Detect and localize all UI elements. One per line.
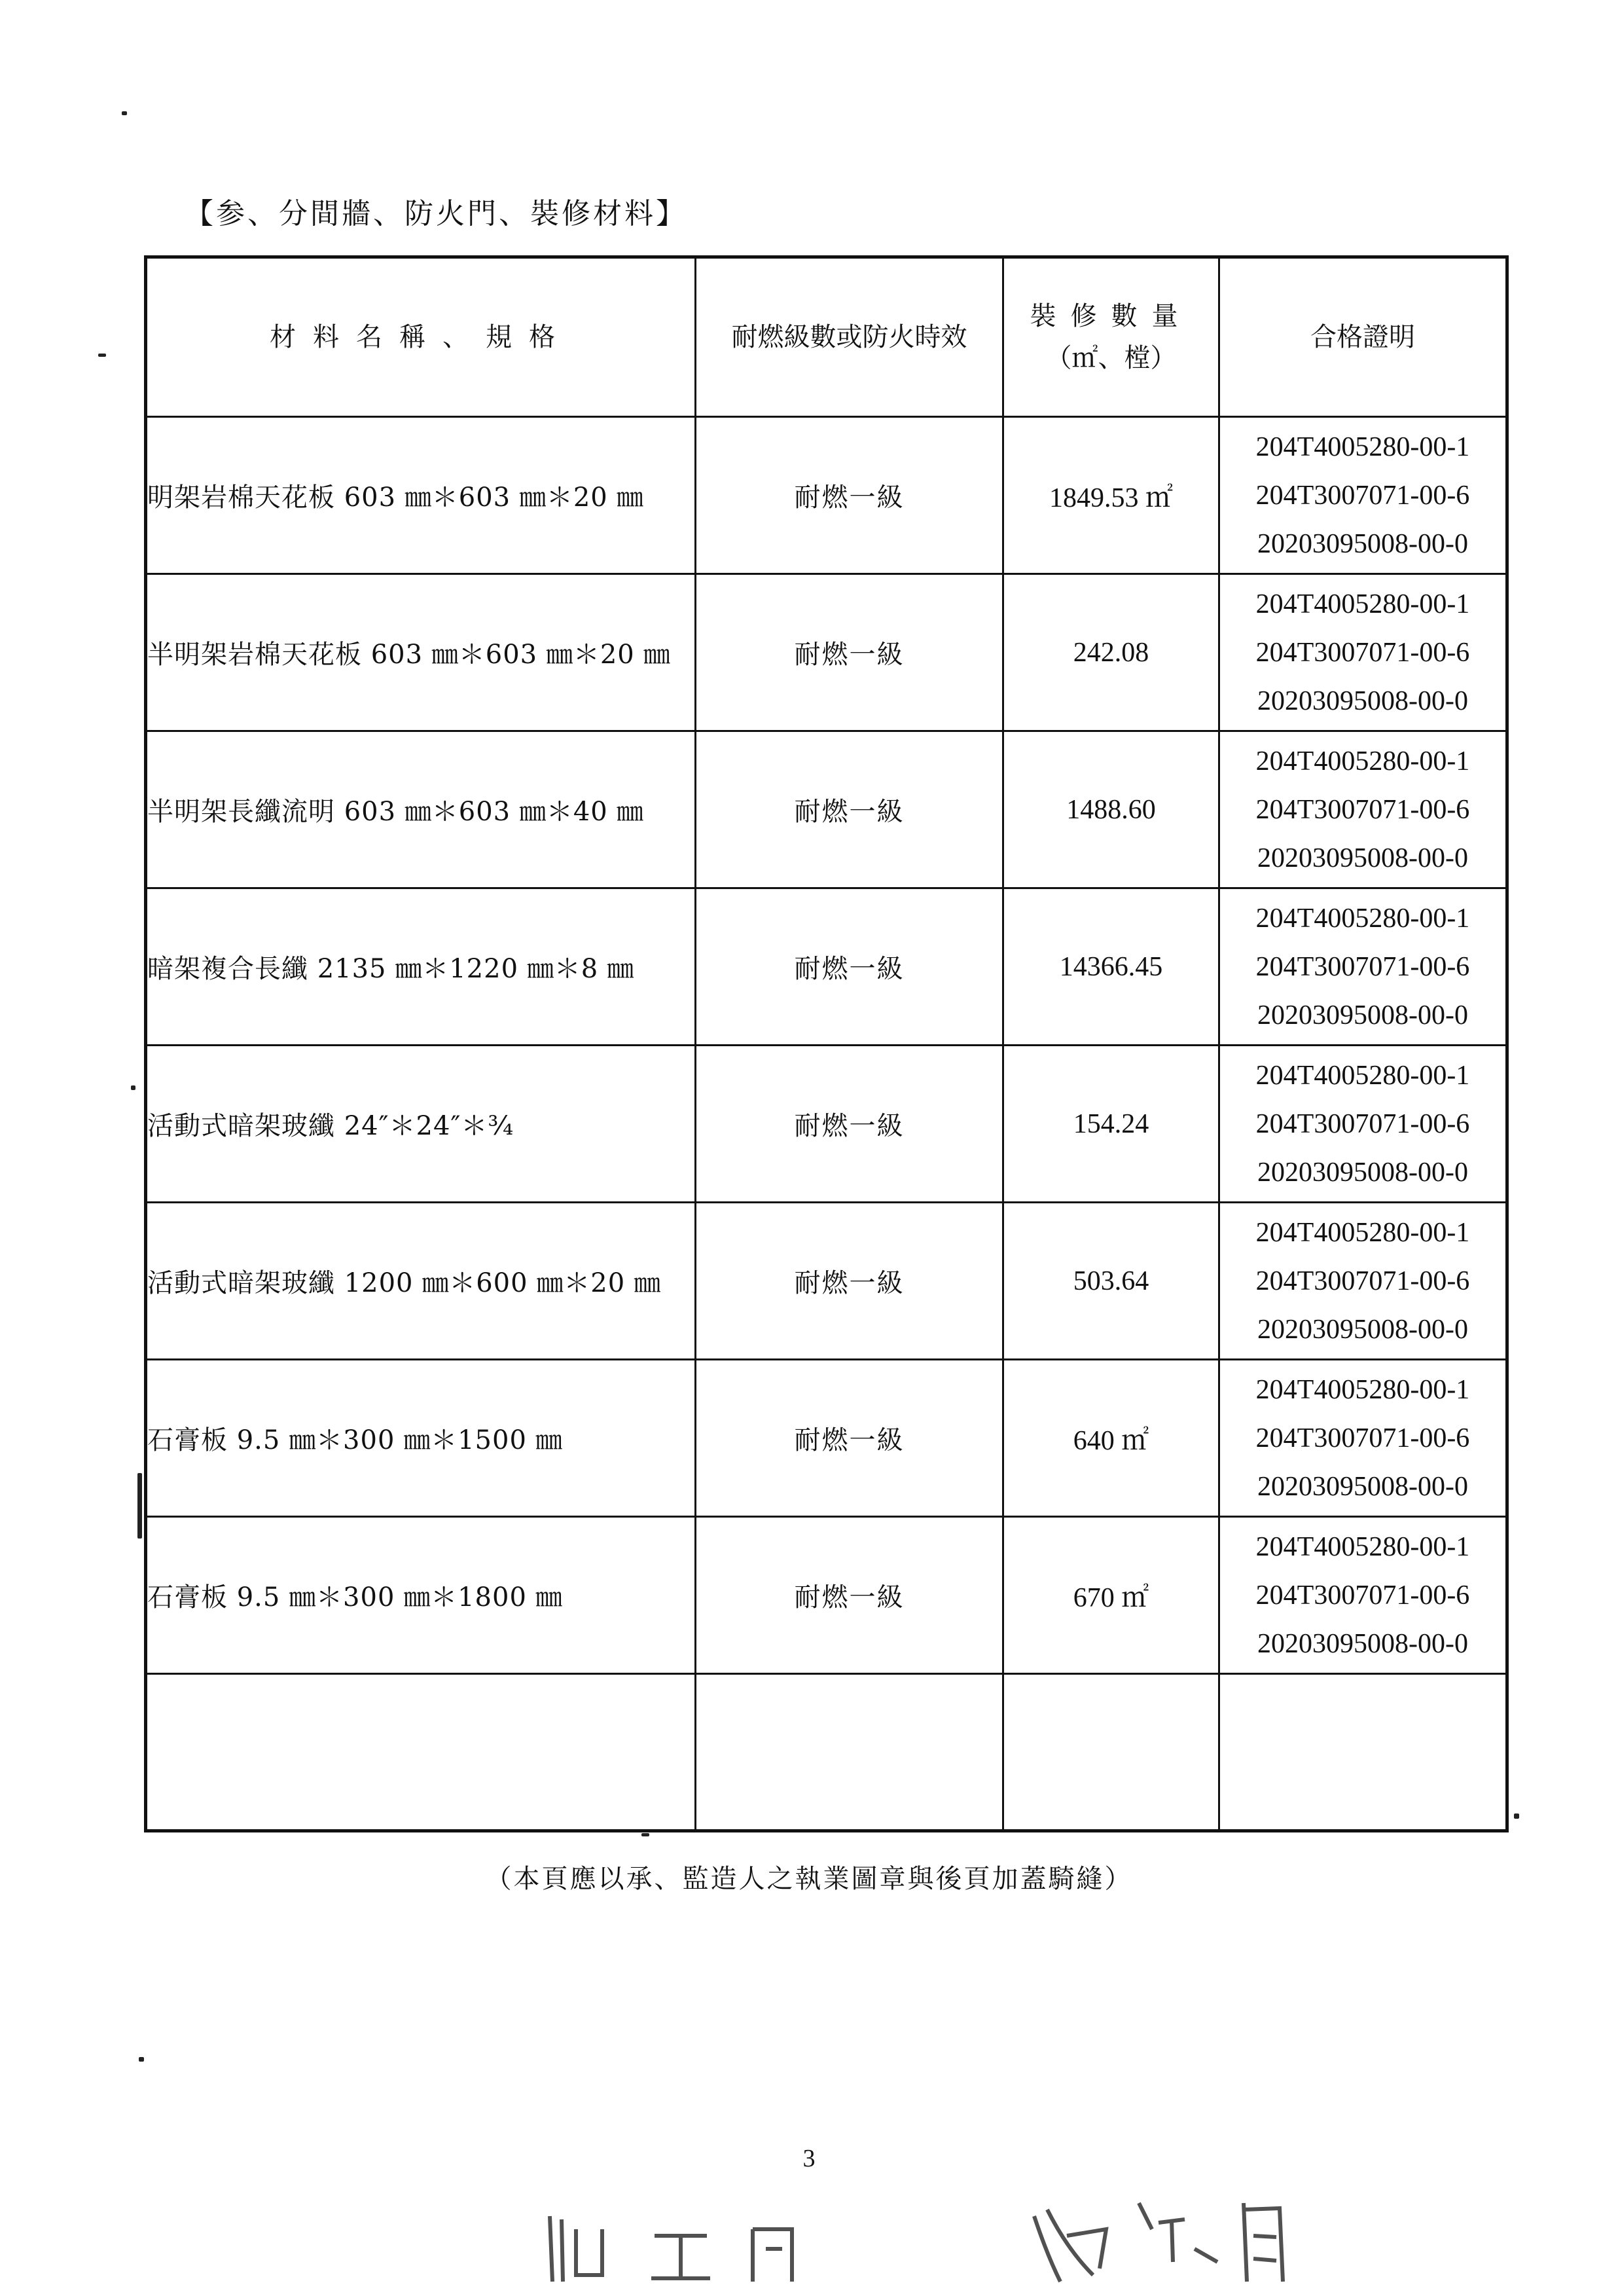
certificate-number: 204T3007071-00-6 <box>1255 637 1470 668</box>
certificate-number: 20203095008-00-0 <box>1257 1314 1468 1345</box>
header-quantity-label: 裝修數量 <box>1030 301 1193 331</box>
certificate-cell <box>1219 574 1507 731</box>
certificate-cell <box>1219 417 1507 574</box>
certificate-cell <box>1219 1517 1507 1674</box>
certificate-number: 204T3007071-00-6 <box>1255 951 1470 982</box>
material-name-cell: 活動式暗架玻纖 1200 ㎜＊600 ㎜＊20 ㎜ <box>146 1203 696 1360</box>
certificate-cell <box>1219 1360 1507 1517</box>
table-header-row <box>146 257 1507 417</box>
certificate-number: 20203095008-00-0 <box>1257 1000 1468 1030</box>
table-row <box>146 731 1507 888</box>
certificate-cell <box>1219 731 1507 888</box>
quantity-cell: 14366.45 <box>1003 888 1219 1046</box>
table-row <box>146 888 1507 1046</box>
material-name-cell: 石膏板 9.5 ㎜＊300 ㎜＊1500 ㎜ <box>146 1360 696 1517</box>
quantity-cell: 670 ㎡ <box>1003 1517 1219 1674</box>
certificate-number: 204T3007071-00-6 <box>1255 1580 1470 1611</box>
table-row <box>146 574 1507 731</box>
header-quantity-unit: （㎡、樘） <box>1045 343 1177 373</box>
scan-speck <box>641 1833 649 1836</box>
certificate-cell <box>1219 888 1507 1046</box>
partial-seal-right <box>1021 2190 1296 2288</box>
table-row <box>146 1517 1507 1674</box>
certificate-number: 20203095008-00-0 <box>1257 528 1468 559</box>
table-row <box>146 1360 1507 1517</box>
materials-table <box>144 255 1509 1832</box>
table-row <box>146 1046 1507 1203</box>
table-body <box>146 417 1507 1831</box>
certificate-number: 204T4005280-00-1 <box>1255 746 1470 776</box>
header-certificate-label: 合格證明 <box>1310 322 1415 352</box>
fire-grade-cell: 耐燃一級 <box>696 417 1003 574</box>
certificate-number: 204T4005280-00-1 <box>1255 1374 1470 1405</box>
material-name-cell: 半明架長纖流明 603 ㎜＊603 ㎜＊40 ㎜ <box>146 731 696 888</box>
certificate-cell <box>1219 1203 1507 1360</box>
material-name-cell: 明架岩棉天花板 603 ㎜＊603 ㎜＊20 ㎜ <box>146 417 696 574</box>
page-number: 3 <box>802 2145 816 2172</box>
quantity-cell <box>1003 1674 1219 1831</box>
certificate-number: 204T4005280-00-1 <box>1255 431 1470 462</box>
scan-speck <box>1514 1813 1519 1819</box>
partial-seal-left <box>537 2190 825 2288</box>
certificate-number: 204T4005280-00-1 <box>1255 589 1470 619</box>
footer-note: （本頁應以承、監造人之執業圖章與後頁加蓋騎縫） <box>485 1864 1133 1894</box>
certificate-number: 204T3007071-00-6 <box>1255 794 1470 825</box>
certificate-number: 204T4005280-00-1 <box>1255 903 1470 934</box>
material-name-cell: 半明架岩棉天花板 603 ㎜＊603 ㎜＊20 ㎜ <box>146 574 696 731</box>
material-name-cell: 暗架複合長纖 2135 ㎜＊1220 ㎜＊8 ㎜ <box>146 888 696 1046</box>
certificate-number: 204T3007071-00-6 <box>1255 1266 1470 1296</box>
fire-grade-cell: 耐燃一級 <box>696 888 1003 1046</box>
certificate-number: 204T4005280-00-1 <box>1255 1060 1470 1091</box>
header-fire-grade <box>696 257 1003 417</box>
certificate-cell <box>1219 1674 1507 1831</box>
material-name-cell: 活動式暗架玻纖 24″＊24″＊¾ <box>146 1046 696 1203</box>
certificate-number: 204T4005280-00-1 <box>1255 1531 1470 1562</box>
section-title: 【参、分間牆、防火門、裝修材料】 <box>185 197 687 230</box>
certificate-number: 20203095008-00-0 <box>1257 1471 1468 1502</box>
certificate-number: 204T3007071-00-6 <box>1255 480 1470 511</box>
table-row <box>146 1674 1507 1831</box>
material-name-cell: 石膏板 9.5 ㎜＊300 ㎜＊1800 ㎜ <box>146 1517 696 1674</box>
certificate-number: 20203095008-00-0 <box>1257 1157 1468 1188</box>
certificate-number: 20203095008-00-0 <box>1257 843 1468 873</box>
scan-speck <box>137 1473 142 1539</box>
fire-grade-cell: 耐燃一級 <box>696 731 1003 888</box>
fire-grade-cell: 耐燃一級 <box>696 1046 1003 1203</box>
header-material-name <box>146 257 696 417</box>
fire-grade-cell: 耐燃一級 <box>696 1360 1003 1517</box>
certificate-number: 20203095008-00-0 <box>1257 1628 1468 1659</box>
header-quantity <box>1003 257 1219 417</box>
fire-grade-cell: 耐燃一級 <box>696 1517 1003 1674</box>
fire-grade-cell: 耐燃一級 <box>696 1203 1003 1360</box>
quantity-cell: 1488.60 <box>1003 731 1219 888</box>
header-certificate <box>1219 257 1507 417</box>
fire-grade-cell: 耐燃一級 <box>696 574 1003 731</box>
fire-grade-cell <box>696 1674 1003 1831</box>
scan-speck <box>131 1085 135 1090</box>
certificate-number: 20203095008-00-0 <box>1257 685 1468 716</box>
header-material-name-label: 材料名稱、規格 <box>270 322 572 352</box>
certificate-number: 204T3007071-00-6 <box>1255 1108 1470 1139</box>
certificate-cell <box>1219 1046 1507 1203</box>
quantity-cell: 503.64 <box>1003 1203 1219 1360</box>
quantity-cell: 242.08 <box>1003 574 1219 731</box>
certificate-number: 204T4005280-00-1 <box>1255 1217 1470 1248</box>
table-row <box>146 417 1507 574</box>
quantity-cell: 640 ㎡ <box>1003 1360 1219 1517</box>
scan-speck <box>122 111 127 115</box>
header-fire-grade-label: 耐燃級數或防火時效 <box>731 322 967 352</box>
quantity-cell: 1849.53 ㎡ <box>1003 417 1219 574</box>
table-row <box>146 1203 1507 1360</box>
scan-speck <box>139 2057 144 2062</box>
certificate-number: 204T3007071-00-6 <box>1255 1423 1470 1453</box>
quantity-cell: 154.24 <box>1003 1046 1219 1203</box>
scan-speck <box>98 354 106 357</box>
material-name-cell <box>146 1674 696 1831</box>
